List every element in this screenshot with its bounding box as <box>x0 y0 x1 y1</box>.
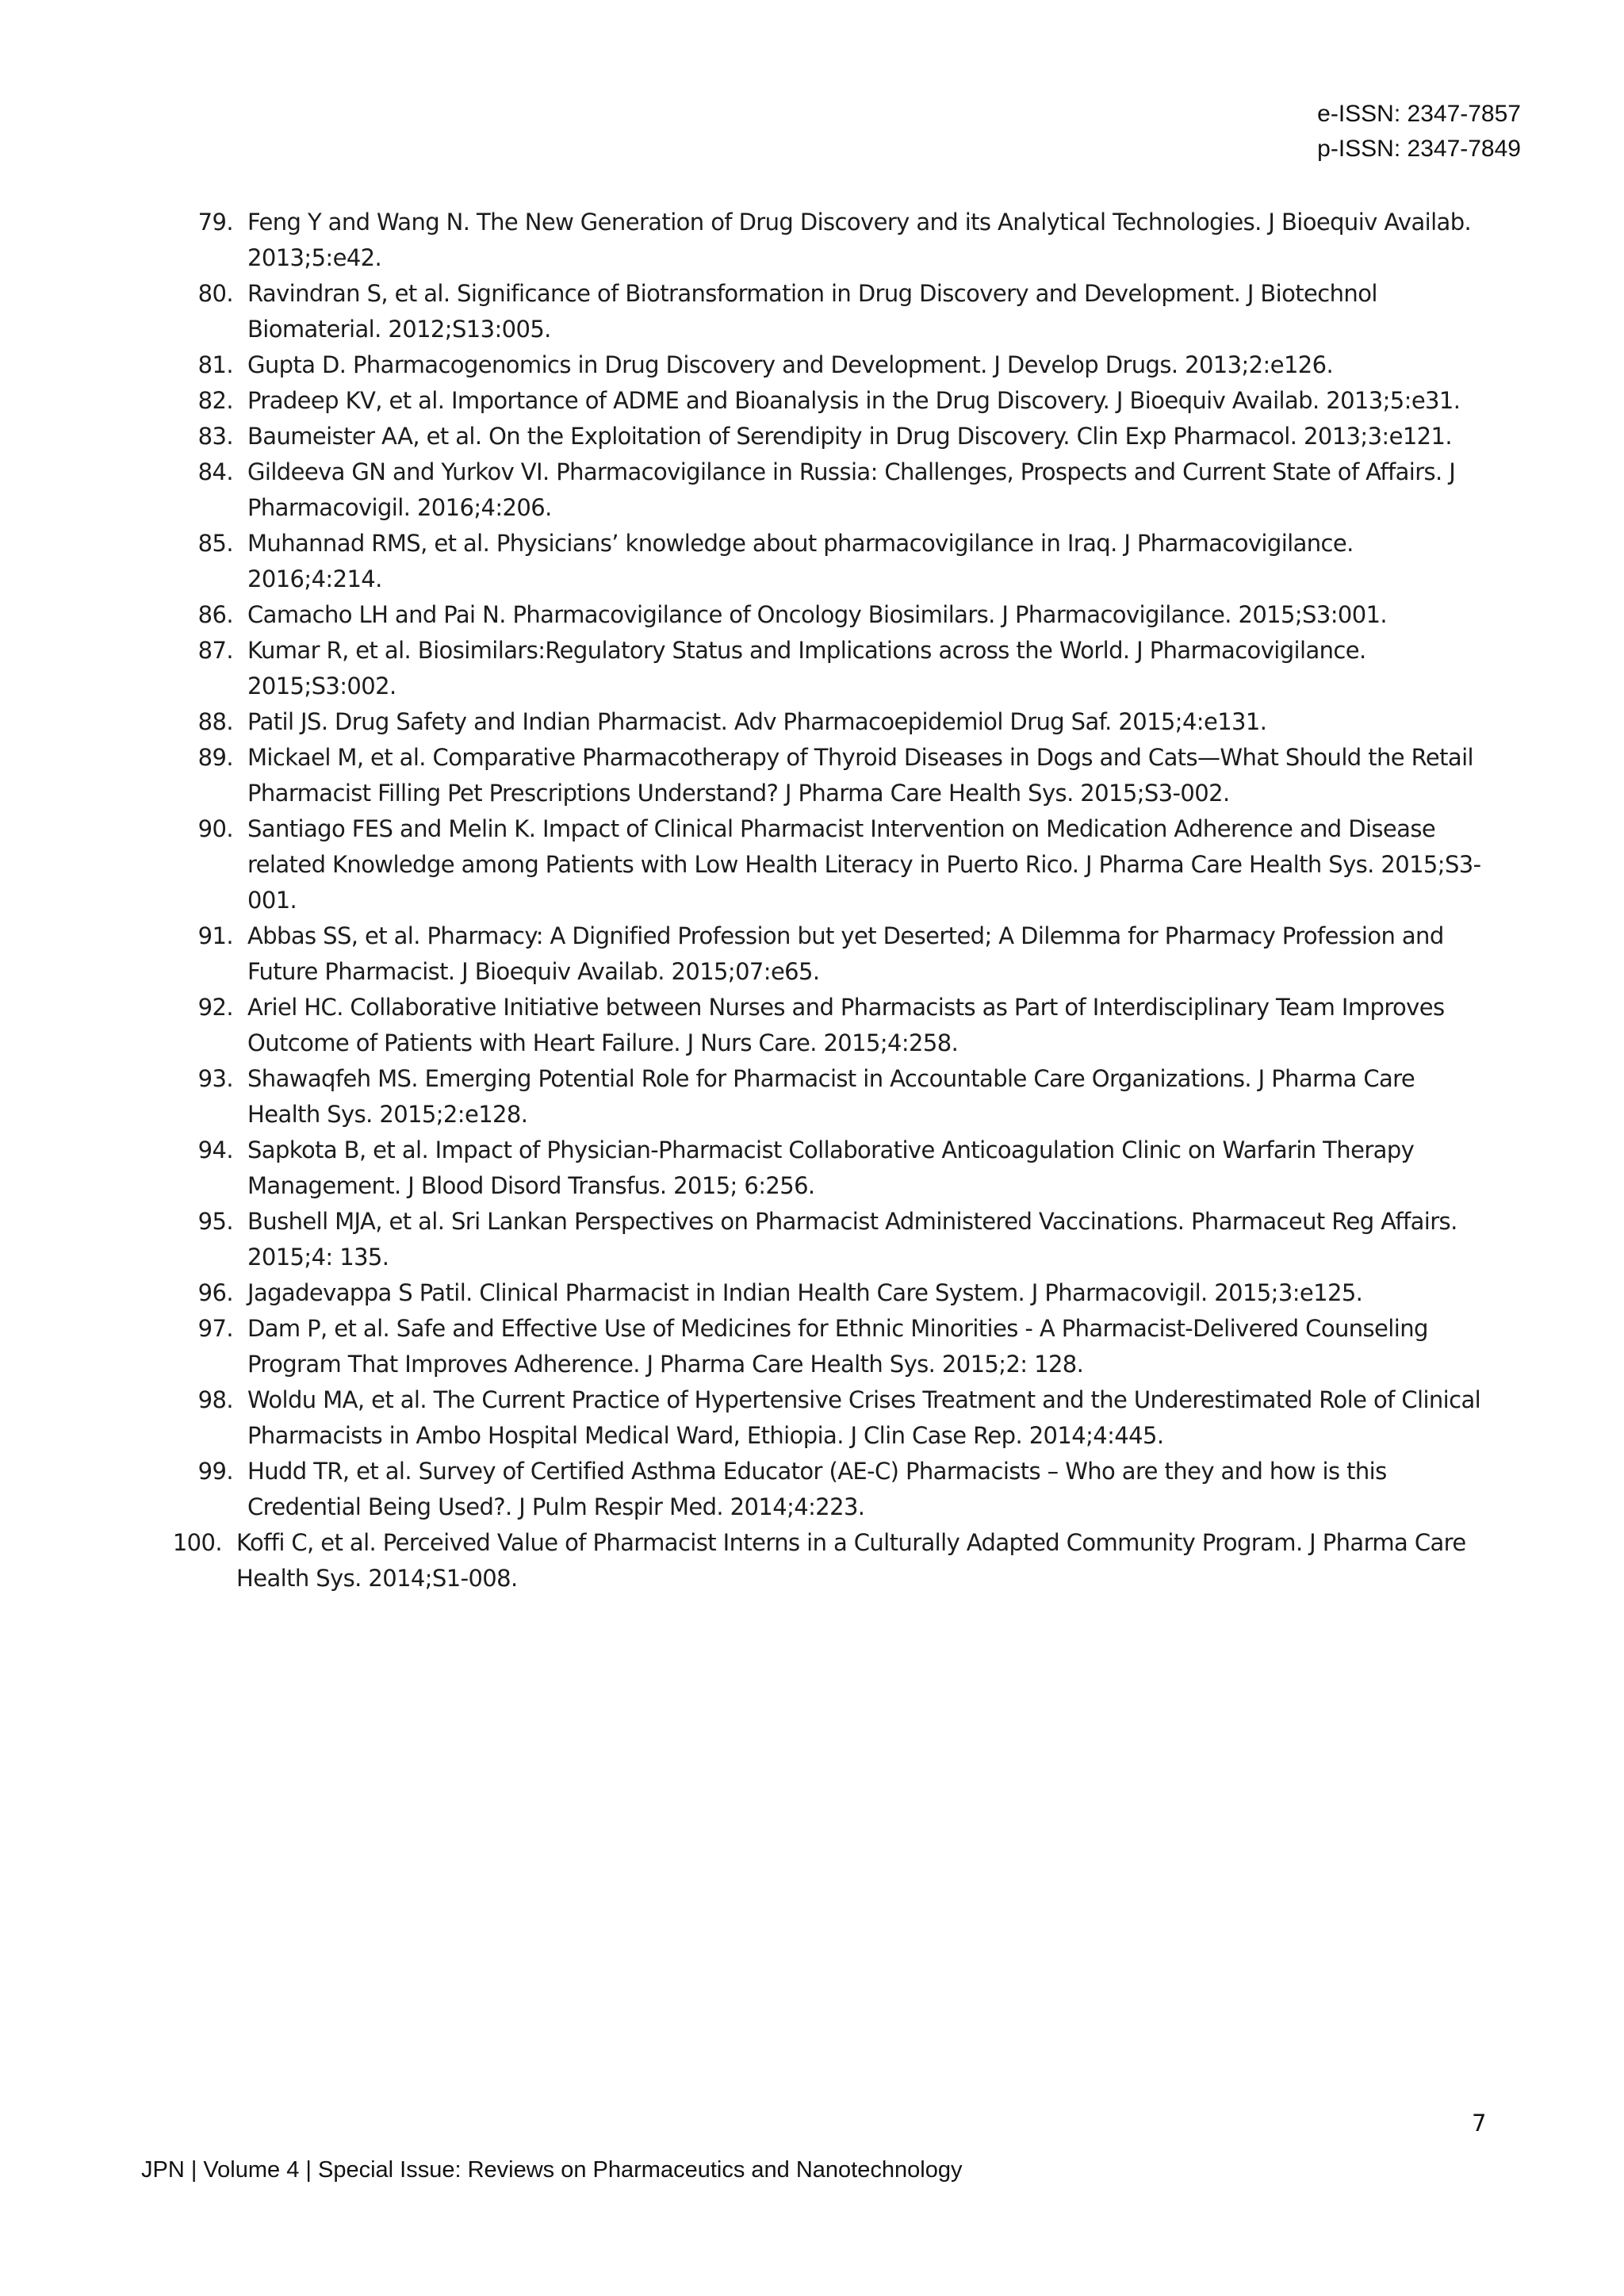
reference-item <box>187 383 1488 419</box>
reference-number: 97. <box>197 1315 233 1342</box>
reference-item <box>172 1525 1488 1596</box>
reference-text: Jagadevappa S Patil. Clinical Pharmacist in Indian Health Care System. J Pharmacovigil. 2015;3:e125. <box>247 1279 1363 1306</box>
reference-number: 89. <box>197 744 233 771</box>
reference-text: Shawaqfeh MS. Emerging Potential Role for Pharmacist in Accountable Care Organizations. J Pharma Care Health Sys. 2015;2:e128. <box>247 1065 1415 1128</box>
reference-text: Abbas SS, et al. Pharmacy: A Dignified Profession but yet Deserted; A Dilemma for Pharmacy Profession and Future Pharmacist. J Bioequiv Availab. 2015;07:e65. <box>247 922 1444 985</box>
reference-number: 90. <box>197 815 233 842</box>
reference-item <box>187 1382 1488 1454</box>
reference-text: Patil JS. Drug Safety and Indian Pharmacist. Adv Pharmacoepidemiol Drug Saf. 2015;4:e131. <box>247 708 1267 735</box>
reference-number: 91. <box>197 922 233 949</box>
reference-item <box>187 276 1488 347</box>
reference-item <box>187 633 1488 704</box>
reference-text: Kumar R, et al. Biosimilars:Regulatory Status and Implications across the World. J Pharmacovigilance. 2015;S3:002. <box>247 637 1366 700</box>
reference-item <box>187 597 1488 633</box>
reference-text: Ariel HC. Collaborative Initiative between Nurses and Pharmacists as Part of Interdisciplinary Team Improves Outcome of Patients with Heart Failure. J Nurs Care. 2015;4:258. <box>247 994 1445 1056</box>
reference-item <box>187 811 1488 918</box>
reference-item <box>187 1454 1488 1525</box>
reference-text: Dam P, et al. Safe and Effective Use of Medicines for Ethnic Minorities - A Pharmacist-Delivered Counseling Program That Improves Adherence. J Pharma Care Health Sys. 2015;2: 128. <box>247 1315 1428 1378</box>
reference-text: Sapkota B, et al. Impact of Physician-Pharmacist Collaborative Anticoagulation Clinic on Warfarin Therapy Management. J Blood Disord Transfus. 2015; 6:256. <box>247 1137 1415 1199</box>
reference-text: Pradeep KV, et al. Importance of ADME and Bioanalysis in the Drug Discovery. J Bioequiv Availab. 2013;5:e31. <box>247 387 1461 414</box>
reference-number: 96. <box>197 1279 233 1306</box>
reference-text: Koffi C, et al. Perceived Value of Pharmacist Interns in a Culturally Adapted Community Program. J Pharma Care Health Sys. 2014;S1-008. <box>236 1529 1466 1592</box>
reference-text: Muhannad RMS, et al. Physicians’ knowledge about pharmacovigilance in Iraq. J Pharmacovigilance. 2016;4:214. <box>247 530 1354 592</box>
reference-item <box>187 740 1488 811</box>
reference-text: Gupta D. Pharmacogenomics in Drug Discovery and Development. J Develop Drugs. 2013;2:e126. <box>247 351 1334 378</box>
reference-number: 79. <box>197 209 233 236</box>
reference-item <box>187 454 1488 526</box>
reference-text: Ravindran S, et al. Significance of Biotransformation in Drug Discovery and Development. J Biotechnol Biomaterial. 2012;S13:005. <box>247 280 1377 343</box>
page-number: 7 <box>1472 2110 1487 2137</box>
reference-text: Baumeister AA, et al. On the Exploitation of Serendipity in Drug Discovery. Clin Exp Pharmacol. 2013;3:e121. <box>247 423 1453 450</box>
reference-text: Feng Y and Wang N. The New Generation of Drug Discovery and its Analytical Technologies. J Bioequiv Availab. 2013;5:e42. <box>247 209 1472 271</box>
reference-number: 85. <box>197 530 233 557</box>
reference-number: 98. <box>197 1386 233 1413</box>
reference-number: 100. <box>172 1529 222 1556</box>
reference-item <box>187 1133 1488 1204</box>
reference-number: 93. <box>197 1065 233 1092</box>
reference-number: 84. <box>197 458 233 485</box>
reference-item <box>187 1311 1488 1382</box>
reference-text: Woldu MA, et al. The Current Practice of Hypertensive Crises Treatment and the Underestimated Role of Clinical Pharmacists in Ambo Hospital Medical Ward, Ethiopia. J Clin Case Rep. 2014;4:445. <box>247 1386 1481 1449</box>
reference-text: Santiago FES and Melin K. Impact of Clinical Pharmacist Intervention on Medication Adherence and Disease related Knowledge among Patients with Low Health Literacy in Puerto Rico. J Pharma Care Health Sys. 2015;S3-001. <box>247 815 1481 914</box>
reference-item <box>187 918 1488 990</box>
issn-block <box>1317 97 1521 167</box>
reference-text: Gildeeva GN and Yurkov VI. Pharmacovigilance in Russia: Challenges, Prospects and Current State of Affairs. J Pharmacovigil. 2016;4:206. <box>247 458 1456 521</box>
reference-item <box>187 704 1488 740</box>
pissn-text: p-ISSN: 2347-7849 <box>1317 136 1521 162</box>
reference-number: 82. <box>197 387 233 414</box>
reference-number: 99. <box>197 1458 233 1485</box>
reference-list <box>172 205 1488 1596</box>
reference-item <box>187 1204 1488 1275</box>
reference-text: Hudd TR, et al. Survey of Certified Asthma Educator (AE-C) Pharmacists – Who are they and how is this Credential Being Used?. J Pulm Respir Med. 2014;4:223. <box>247 1458 1387 1520</box>
reference-item <box>187 1061 1488 1133</box>
reference-text: Bushell MJA, et al. Sri Lankan Perspectives on Pharmacist Administered Vaccinations. Pharmaceut Reg Affairs. 2015;4: 135. <box>247 1208 1457 1271</box>
reference-text: Mickael M, et al. Comparative Pharmacotherapy of Thyroid Diseases in Dogs and Cats—What Should the Retail Pharmacist Filling Pet Prescriptions Understand? J Pharma Care Health Sys. 2015;S3-002. <box>247 744 1473 807</box>
reference-number: 95. <box>197 1208 233 1235</box>
reference-item <box>187 526 1488 597</box>
reference-number: 83. <box>197 423 233 450</box>
reference-item <box>187 419 1488 454</box>
reference-number: 81. <box>197 351 233 378</box>
reference-number: 87. <box>197 637 233 664</box>
reference-number: 92. <box>197 994 233 1021</box>
eissn-text: e-ISSN: 2347-7857 <box>1317 101 1521 127</box>
reference-item <box>187 347 1488 383</box>
reference-item <box>187 1275 1488 1311</box>
reference-text: Camacho LH and Pai N. Pharmacovigilance of Oncology Biosimilars. J Pharmacovigilance. 2015;S3:001. <box>247 601 1388 628</box>
reference-number: 88. <box>197 708 233 735</box>
journal-footer: JPN | Volume 4 | Special Issue: Reviews on Pharmaceutics and Nanotechnology <box>141 2157 963 2183</box>
reference-item <box>187 205 1488 276</box>
reference-item <box>187 990 1488 1061</box>
reference-number: 86. <box>197 601 233 628</box>
reference-number: 94. <box>197 1137 233 1163</box>
reference-number: 80. <box>197 280 233 307</box>
